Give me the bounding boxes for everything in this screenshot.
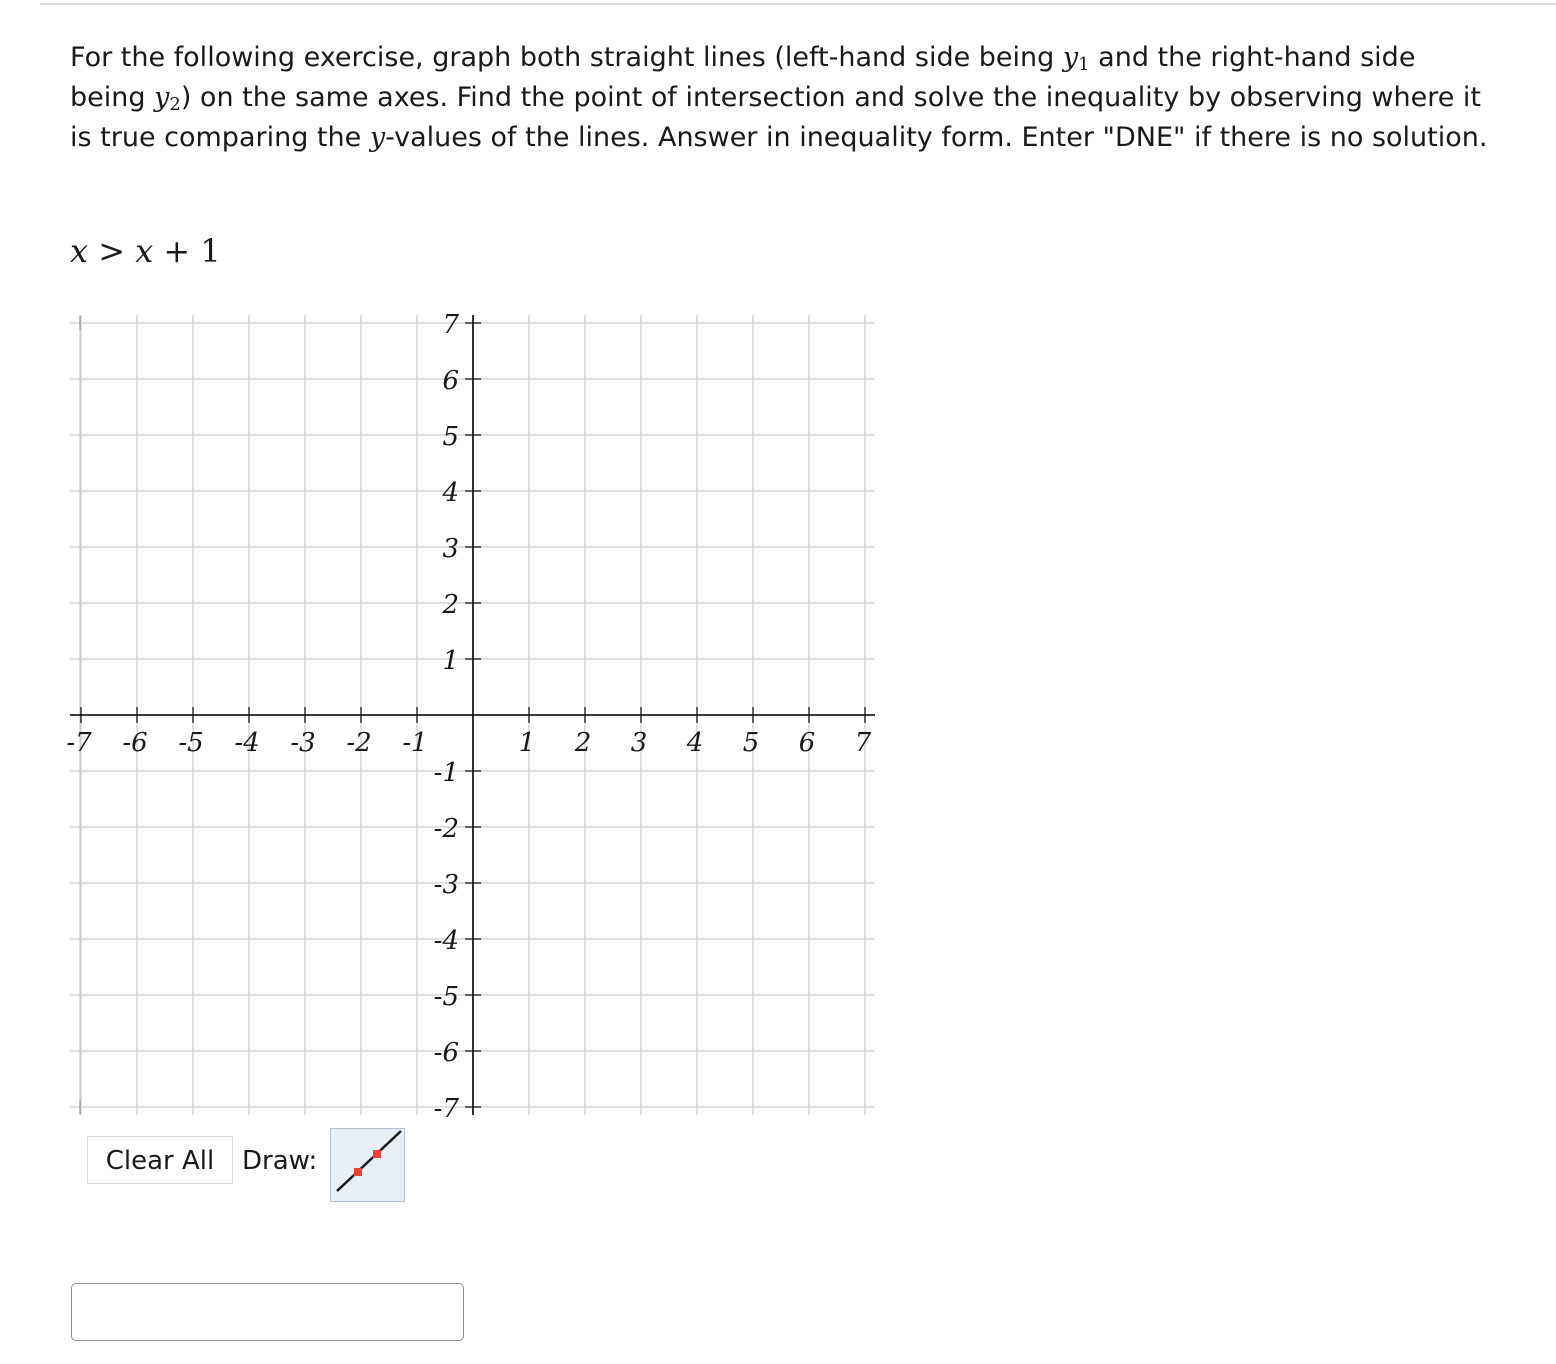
line-tool-point-1	[354, 1168, 362, 1176]
question-part-2: and the right-hand side being	[70, 42, 1416, 113]
y1-var: y	[1062, 42, 1079, 73]
y-tick-label: -6	[433, 1038, 459, 1068]
y-tick-label: -7	[433, 1094, 459, 1120]
y1-symbol	[1063, 42, 1090, 73]
y-tick-label: 1	[442, 646, 459, 676]
y2-symbol	[154, 82, 181, 113]
y-tick-label: 5	[442, 422, 459, 452]
y-tick-label: -3	[433, 870, 459, 900]
y1-subscript: 1	[1078, 54, 1090, 75]
y-values-var: y	[369, 122, 386, 153]
inequality-equation	[70, 232, 221, 270]
y2-var: y	[154, 82, 170, 113]
equation-rhs-rest: + 1	[153, 232, 221, 270]
y2-subscript: 2	[169, 94, 181, 115]
y-tick-label: -1	[433, 758, 459, 788]
x-tick-label: 1	[518, 728, 536, 758]
question-part-3: ) on the same axes. Find the point of intersection and solve the inequality by observing where it is true comparing the	[70, 82, 1482, 153]
top-divider	[40, 3, 1556, 5]
question-text	[70, 38, 1490, 158]
question-part-1: For the following exercise, graph both straight lines (left-hand side being	[70, 42, 1063, 73]
x-tick-label: -2	[346, 728, 372, 758]
clear-all-button[interactable]: Clear All	[87, 1136, 233, 1184]
line-tool-button[interactable]	[330, 1128, 405, 1202]
x-tick-label: -5	[178, 728, 204, 758]
x-tick-label: 5	[742, 728, 760, 758]
answer-input[interactable]	[71, 1283, 464, 1341]
x-tick-label: 6	[798, 728, 816, 758]
y-tick-label: 7	[442, 310, 459, 340]
x-tick-label: 7	[854, 728, 872, 758]
x-tick-label: 4	[686, 728, 704, 758]
y-tick-label: 2	[442, 590, 459, 620]
y-tick-label: -5	[433, 982, 459, 1012]
x-tick-label: 3	[630, 728, 648, 758]
x-tick-label: -7	[66, 728, 92, 758]
draw-label: Draw:	[242, 1146, 318, 1176]
x-tick-label: -1	[402, 728, 428, 758]
x-tick-label: -6	[122, 728, 148, 758]
line-tool-segment	[337, 1131, 401, 1191]
x-axis-labels	[66, 728, 871, 758]
x-tick-label: -4	[234, 728, 260, 758]
y-tick-label: 3	[442, 534, 459, 564]
y-tick-label: 4	[442, 478, 459, 508]
equation-rhs-var: x	[135, 232, 154, 270]
y-tick-label: -4	[433, 926, 459, 956]
x-tick-label: 2	[574, 728, 592, 758]
equation-operator: >	[88, 232, 136, 270]
coordinate-graph[interactable]	[0, 300, 900, 1120]
line-tool-icon	[331, 1129, 404, 1201]
y-tick-label: -2	[433, 814, 459, 844]
equation-lhs: x	[70, 232, 89, 270]
x-tick-label: -3	[290, 728, 316, 758]
line-tool-point-2	[373, 1150, 381, 1158]
question-part-4: -values of the lines. Answer in inequality form. Enter "DNE" if there is no solution.	[385, 122, 1488, 153]
y-tick-label: 6	[442, 366, 459, 396]
